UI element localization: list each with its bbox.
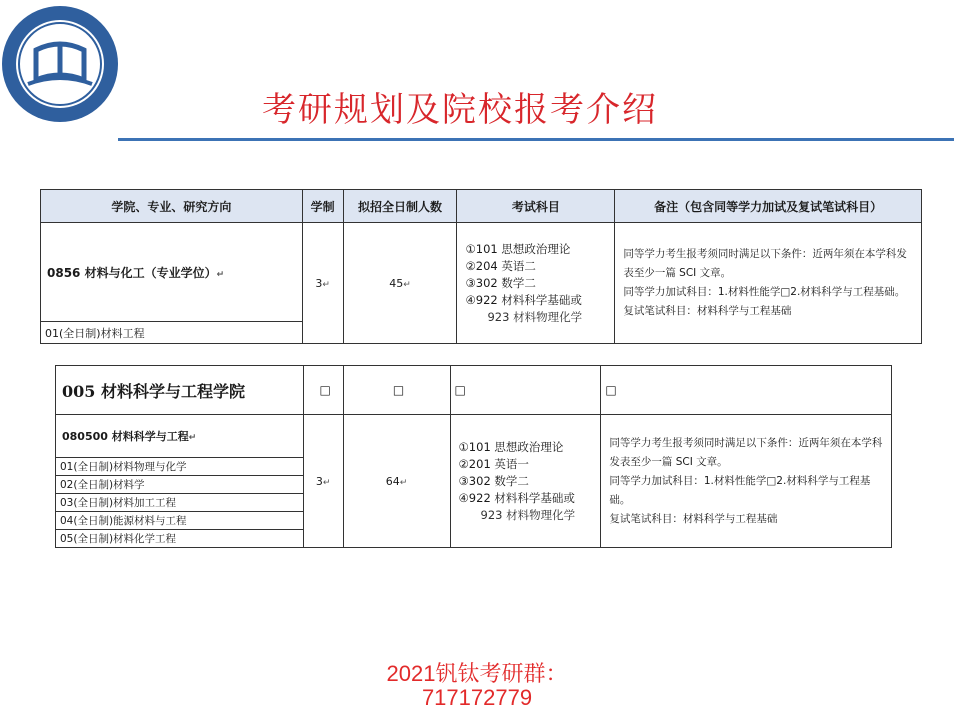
- placeholder-cell: □: [303, 366, 343, 415]
- placeholder-cell: □: [601, 366, 892, 415]
- enrollment-count: 45↵: [343, 223, 457, 344]
- footer-group-label: 2021钒钛考研群：: [386, 661, 568, 686]
- placeholder-cell: □: [343, 366, 450, 415]
- table-row: [41, 223, 922, 322]
- enrollment-count: 64↵: [343, 415, 450, 548]
- header-notes: 备注（包含同等学力加试及复试笔试科目）: [615, 190, 922, 223]
- research-direction: 01(全日制)材料工程: [41, 322, 303, 344]
- placeholder-cell: □: [450, 366, 601, 415]
- school-name: 005 材料科学与工程学院: [56, 366, 304, 415]
- table-header-row: [41, 190, 922, 223]
- research-direction: 03(全日制)材料加工工程: [56, 494, 304, 512]
- header-years: 学制: [302, 190, 343, 223]
- table-row: [56, 415, 892, 458]
- program-years: 3↵: [303, 415, 343, 548]
- exam-subjects: ①101 思想政治理论 ②204 英语二 ③302 数学二 ④922 材料科学基础或 923 材料物理化学: [457, 223, 615, 344]
- research-direction: 04(全日制)能源材料与工程: [56, 512, 304, 530]
- college-emblem-icon: [0, 0, 124, 132]
- page-title: 考研规划及院校报考介绍: [262, 90, 658, 130]
- header-divider: [118, 138, 954, 141]
- research-direction: 01(全日制)材料物理与化学: [56, 458, 304, 476]
- exam-subjects: ①101 思想政治理论 ②201 英语一 ③302 数学二 ④922 材料科学基础或 923 材料物理化学: [450, 415, 601, 548]
- program-table-080500: [55, 365, 892, 548]
- research-direction: 02(全日制)材料学: [56, 476, 304, 494]
- research-direction: 05(全日制)材料化学工程: [56, 530, 304, 548]
- program-notes: 同等学力考生报考须同时满足以下条件：近两年须在本学科发表至少一篇 SCI 文章。 同等学力加试科目：1.材料性能学□2.材料科学与工程基础。 复试笔试科目：材料科学与工程基础: [615, 223, 922, 344]
- college-logo: [0, 0, 124, 132]
- header-subjects: 考试科目: [457, 190, 615, 223]
- footer-group-number: 717172779: [421, 685, 533, 710]
- school-header-row: [56, 366, 892, 415]
- program-years: 3↵: [302, 223, 343, 344]
- program-table-0856: [40, 189, 922, 344]
- program-notes: 同等学力考生报考须同时满足以下条件：近两年须在本学科发表至少一篇 SCI 文章。 同等学力加试科目：1.材料性能学□2.材料科学与工程基础。 复试笔试科目：材料科学与工程基础: [601, 415, 892, 548]
- major-name: 0856 材料与化工（专业学位）↵: [41, 223, 303, 322]
- header-direction: 学院、专业、研究方向: [41, 190, 303, 223]
- header-enrollment: 拟招全日制人数: [343, 190, 457, 223]
- major-name: 080500 材料科学与工程↵: [56, 415, 304, 458]
